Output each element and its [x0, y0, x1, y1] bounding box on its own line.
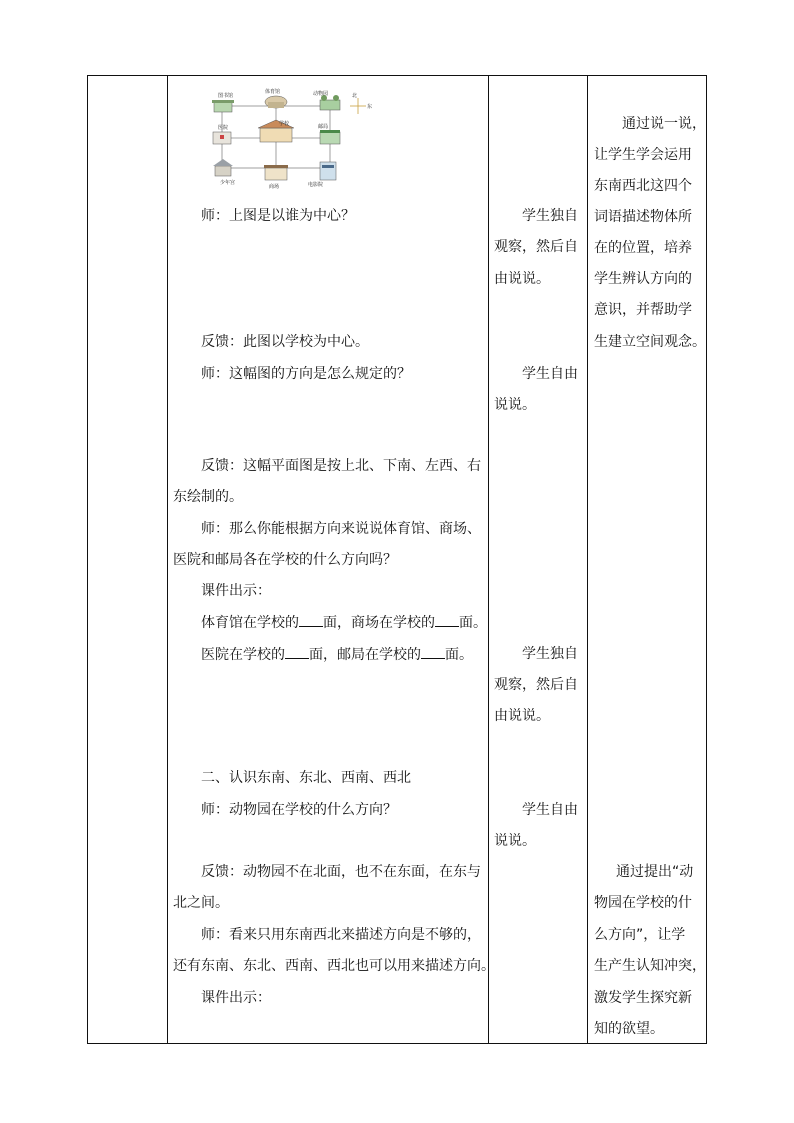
teacher-question-4: 师：动物园在学校的什么方向？	[201, 802, 397, 818]
map-label-hospital: 医院	[218, 125, 229, 131]
blank-hospital-direction	[285, 644, 309, 659]
design-intent-1-line-6: 学生辨认方向的	[594, 271, 692, 287]
map-label-gym: 体育馆	[265, 89, 281, 95]
student-activity-2-line-2: 说说。	[494, 397, 536, 413]
table-top-border	[87, 75, 707, 76]
student-activity-3-line-2: 观察，然后自	[494, 677, 578, 693]
school-map-illustration	[198, 84, 388, 192]
blank-post-office-direction	[421, 644, 445, 659]
feedback-2-line-2: 东绘制的。	[173, 489, 243, 505]
compass-east-label: 东	[367, 104, 373, 110]
teacher-question-3-line-2: 医院和邮局各在学校的什么方向吗？	[173, 552, 397, 568]
map-label-cinema: 电影院	[308, 182, 324, 188]
section-2-heading: 二、认识东南、东北、西南、西北	[201, 770, 411, 786]
teacher-question-1: 师：上图是以谁为中心？	[201, 208, 355, 224]
student-activity-1-line-2: 观察，然后自	[494, 239, 578, 255]
design-intent-2-line-5: 激发学生探究新	[594, 990, 692, 1006]
student-activity-2-line-1: 学生自由	[522, 366, 578, 382]
design-intent-1-line-1: 通过说一说，	[622, 116, 706, 132]
cinema-building	[320, 162, 336, 180]
teacher-question-5-line-2: 还有东南、东北、西南、西北也可以用来描述方向。	[173, 958, 495, 974]
design-intent-1-line-3: 东南西北这四个	[594, 178, 692, 194]
table-col-border-2	[167, 75, 168, 1044]
fill-blank-1: 体育馆在学校的 面，商场在学校的 面。	[201, 612, 487, 633]
compass-icon	[350, 92, 372, 114]
design-intent-1-line-2: 让学生学会运用	[594, 147, 692, 163]
feedback-1: 反馈：此图以学校为中心。	[201, 334, 369, 350]
teacher-question-5-line-1: 师：看来只用东南西北来描述方向是不够的，	[201, 927, 481, 943]
design-intent-1-line-4: 词语描述物体所	[594, 209, 692, 225]
student-activity-3-line-3: 由说说。	[494, 708, 550, 724]
map-label-youth-palace: 少年宫	[220, 180, 236, 186]
design-intent-1-line-7: 意识，并帮助学	[594, 302, 692, 318]
teacher-question-3-line-1: 师：那么你能根据方向来说说体育馆、商场、	[201, 521, 481, 537]
gym-building	[265, 96, 287, 108]
design-intent-2-line-1: 通过提出“动	[616, 864, 694, 880]
hospital-building	[213, 132, 231, 144]
map-label-zoo: 动物园	[313, 91, 329, 97]
map-label-library: 图书馆	[218, 93, 234, 99]
map-label-school: 学校	[279, 121, 290, 127]
mall-building	[264, 165, 288, 180]
table-col-border-5	[706, 75, 707, 1044]
feedback-2-line-1: 反馈：这幅平面图是按上北、下南、左西、右	[201, 458, 481, 474]
student-activity-1-line-1: 学生独自	[522, 208, 578, 224]
table-col-border-4	[587, 75, 588, 1044]
feedback-4-line-1: 反馈：动物园不在北面，也不在东面，在东与	[201, 864, 481, 880]
student-activity-1-line-3: 由说说。	[494, 271, 550, 287]
student-activity-3-line-1: 学生独自	[522, 646, 578, 662]
youth-palace-building	[213, 159, 233, 176]
student-activity-4-line-1: 学生自由	[522, 802, 578, 818]
teacher-question-2: 师：这幅图的方向是怎么规定的？	[201, 366, 411, 382]
design-intent-1-line-5: 在的位置，培养	[594, 240, 692, 256]
fill-blank-2: 医院在学校的 面，邮局在学校的 面。	[201, 644, 473, 665]
courseware-show-2: 课件出示：	[201, 990, 271, 1006]
blank-gym-direction	[299, 612, 323, 627]
design-intent-2-line-3: 么方向”，让学	[594, 927, 686, 943]
table-bottom-border	[87, 1043, 707, 1044]
design-intent-2-line-6: 知的欲望。	[594, 1021, 664, 1037]
design-intent-1-line-8: 生建立空间观念。	[594, 334, 706, 350]
student-activity-4-line-2: 说说。	[494, 833, 536, 849]
table-col-border-1	[87, 75, 88, 1044]
zoo-building	[320, 95, 340, 110]
map-label-mall: 商场	[269, 184, 280, 190]
library-building	[212, 100, 234, 112]
compass-north-label: 北	[352, 93, 358, 99]
post-office-building	[320, 130, 340, 144]
courseware-show-1: 课件出示：	[201, 583, 271, 599]
table-col-border-3	[488, 75, 489, 1044]
map-label-post-office: 邮局	[318, 124, 329, 130]
design-intent-2-line-2: 物园在学校的什	[594, 895, 692, 911]
feedback-4-line-2: 北之间。	[173, 895, 229, 911]
blank-mall-direction	[435, 612, 459, 627]
design-intent-2-line-4: 生产生认知冲突，	[594, 958, 706, 974]
